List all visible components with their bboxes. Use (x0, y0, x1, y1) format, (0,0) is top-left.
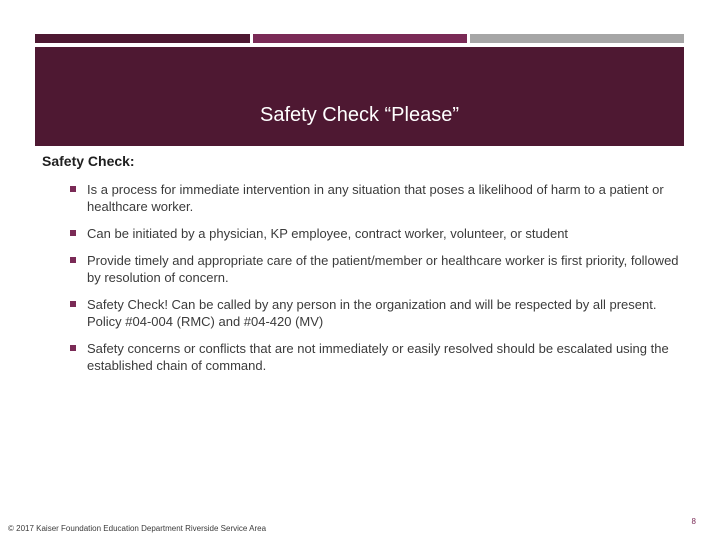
bullet-text: Can be initiated by a physician, KP employee, contract worker, volunteer, or student (87, 226, 569, 241)
top-accent-bar-medium (253, 34, 467, 43)
top-accent-bar-gray (470, 34, 684, 43)
slide-title: Safety Check “Please” (260, 104, 459, 126)
top-accent-bar-dark (35, 34, 250, 43)
square-bullet-icon (70, 186, 76, 192)
page-number: 8 (691, 517, 696, 526)
square-bullet-icon (70, 230, 76, 236)
bullet-list (70, 181, 680, 374)
bullet-text: Is a process for immediate intervention in any situation that poses a likelihood of harm to a patient or healthcare worker. (87, 182, 664, 214)
list-item (70, 340, 680, 374)
title-banner (35, 47, 684, 146)
bullet-text: Safety concerns or conflicts that are not immediately or easily resolved should be escalated using the established chain of command. (87, 341, 669, 373)
list-item (70, 252, 680, 286)
list-item (70, 181, 680, 215)
square-bullet-icon (70, 257, 76, 263)
bullet-text: Provide timely and appropriate care of the patient/member or healthcare worker is first priority, followed by resolution of concern. (87, 253, 679, 285)
square-bullet-icon (70, 345, 76, 351)
bullet-text: Safety Check! Can be called by any person in the organization and will be respected by all present. Policy #04-004 (RMC) and #04-420 (MV) (87, 297, 657, 329)
list-item (70, 225, 680, 242)
square-bullet-icon (70, 301, 76, 307)
section-heading: Safety Check: (42, 153, 135, 169)
list-item (70, 296, 680, 330)
copyright-footer: © 2017 Kaiser Foundation Education Department Riverside Service Area (8, 524, 267, 533)
